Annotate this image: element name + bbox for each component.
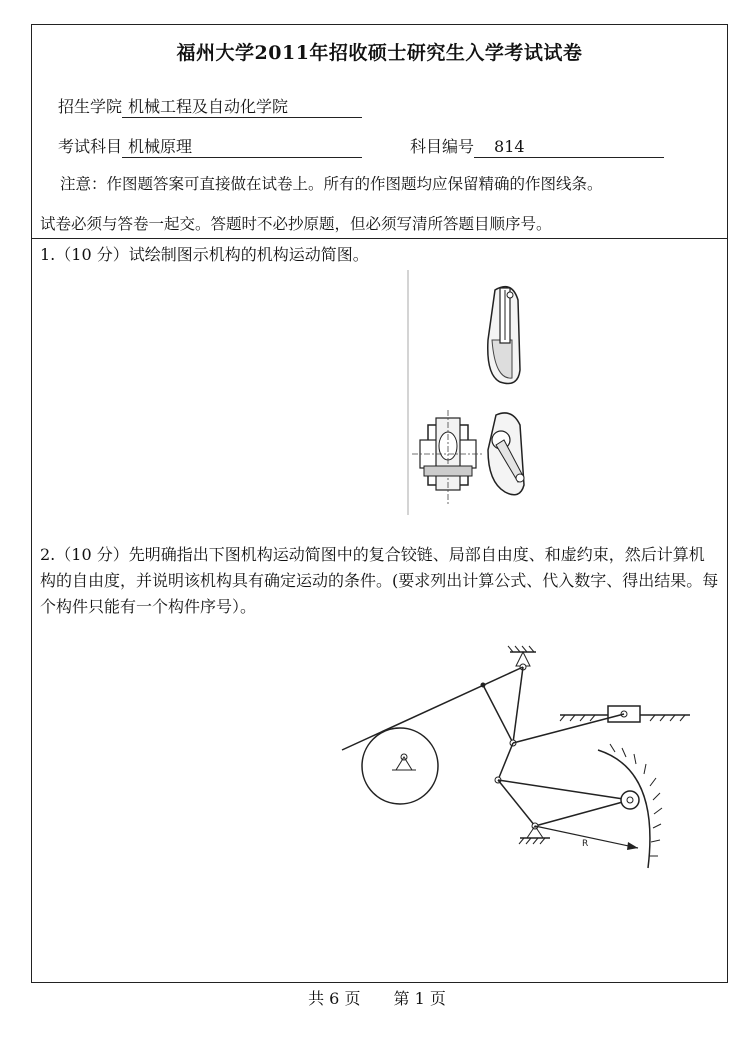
radius-label: R: [582, 839, 589, 849]
note-line-1: 注意：作图题答案可直接做在试卷上。所有的作图题均应保留精确的作图线条。: [60, 175, 603, 193]
current-page: 第 1 页: [393, 989, 446, 1008]
question-1-figure: [400, 270, 540, 520]
code-row: [410, 134, 664, 158]
code-value: 814: [474, 137, 664, 158]
college-value: 机械工程及自动化学院: [122, 97, 362, 118]
question-2-diagram: [330, 640, 710, 875]
code-label: 科目编号: [410, 137, 475, 156]
cam-disk: [362, 728, 438, 804]
section-divider: [31, 238, 728, 239]
subject-value: 机械原理: [122, 137, 362, 158]
total-pages: 共 6 页: [308, 989, 361, 1008]
question-2-text: 2.（10 分）先明确指出下图机构运动简图中的复合铰链、局部自由度、和虚约束，然后计算机构的自由度，并说明该机构具有确定运动的条件。(要求列出计算公式、代入数字、得出结果。每个构件只能有一个构件序号）。: [40, 545, 719, 616]
question-1-text: 1.（10 分）试绘制图示机构的机构运动简图。: [40, 245, 369, 264]
top-ground-pivot: [508, 646, 536, 670]
college-label: 招生学院: [58, 97, 123, 116]
subject-label: 考试科目: [58, 137, 123, 156]
note-line-2: 试卷必须与答卷一起交。答题时不必抄原题，但必须写清所答题目顺序号。: [40, 215, 552, 233]
exam-title: 福州大学2011年招收硕士研究生入学考试试卷: [176, 42, 583, 64]
college-row: [58, 94, 362, 118]
page-footer: [0, 986, 754, 1009]
subject-row: [58, 134, 362, 158]
curved-guide: [598, 750, 650, 868]
